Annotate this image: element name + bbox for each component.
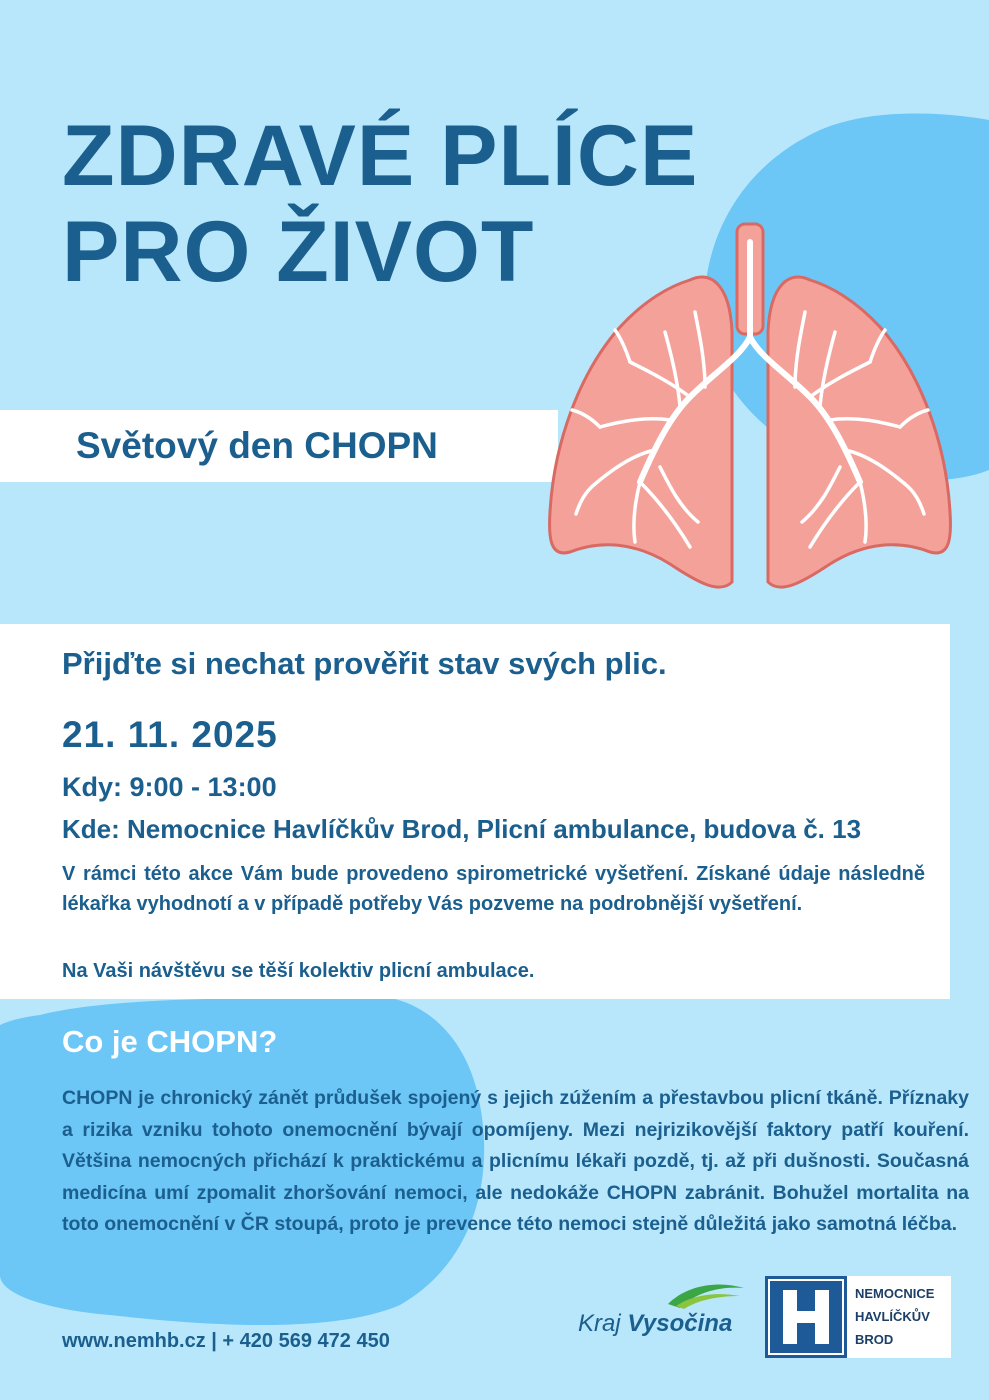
title-line-1: ZDRAVÉ PLÍCE — [62, 108, 699, 204]
hospital-h-icon — [765, 1276, 847, 1358]
invite-heading: Přijďte si nechat prověřit stav svých plic. — [62, 646, 667, 681]
kraj-logo-word-1: Kraj — [578, 1310, 628, 1337]
event-info-box — [0, 624, 950, 999]
team-note: Na Vaši návštěvu se těší kolektiv plicní ambulace. — [62, 960, 535, 982]
subtitle: Světový den CHOPN — [76, 425, 438, 466]
hospital-name-line-2: HAVLÍČKŮV — [855, 1309, 930, 1324]
kraj-vysocina-logo — [578, 1280, 748, 1340]
event-location: Kde: Nemocnice Havlíčkův Brod, Plicní ambulance, budova č. 13 — [62, 814, 862, 844]
title-line-2: PRO ŽIVOT — [62, 204, 535, 300]
kraj-swoosh-icon — [666, 1280, 746, 1310]
hospital-name-line-1: NEMOCNICE — [855, 1286, 935, 1301]
subtitle-band — [0, 410, 558, 482]
kraj-logo-text — [578, 1310, 732, 1338]
chopn-heading: Co je CHOPN? — [62, 1024, 278, 1059]
hospital-logo — [765, 1276, 951, 1358]
lungs-icon — [540, 222, 960, 612]
event-description: V rámci této akce Vám bude provedeno spirometrické vyšetření. Získané údaje následně lékařka vyhodnotí a v případě potřeby Vás pozveme na podrobnější vyšetření. — [62, 863, 925, 915]
event-date: 21. 11. 2025 — [62, 714, 278, 755]
event-time: Kdy: 9:00 - 13:00 — [62, 772, 277, 802]
hospital-name-line-3: BROD — [855, 1332, 894, 1347]
hospital-name — [855, 1282, 934, 1351]
kraj-logo-word-2: Vysočina — [627, 1310, 733, 1337]
contact-info: www.nemhb.cz | + 420 569 472 450 — [62, 1330, 390, 1352]
chopn-description: CHOPN je chronický zánět průdušek spojený s jejich zúžením a přestavbou plicní tkáně. Příznaky a rizika vzniku tohoto onemocnění bývají opomíjeny. Mezi nejrizikovější faktory patří kouření. Většina nemocných přichází k praktickému a plicnímu lékaři pozdě, tj. až při dušnosti. Současná medicína umí zpomalit zhoršování nemoci, ale nedokáže CHOPN zabránit. Bohužel mortalita na toto onemocnění v ČR stoupá, proto je prevence této nemoci stejně důležitá jako samotná léčba. — [62, 1087, 969, 1235]
